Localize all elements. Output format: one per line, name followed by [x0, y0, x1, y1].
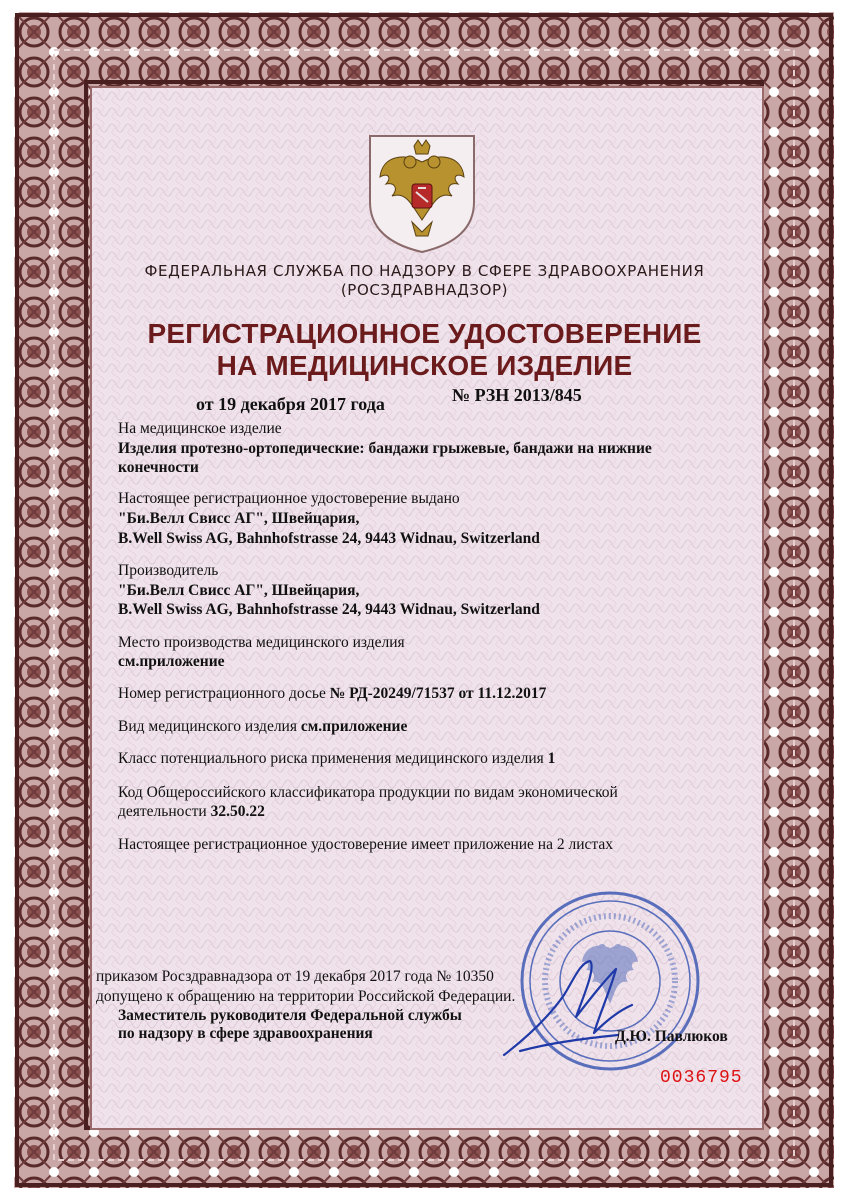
handwritten-signature	[500, 955, 640, 1065]
agency-abbreviation: (РОСЗДРАВНАДЗОР)	[340, 281, 509, 299]
order-line1: приказом Росздравнадзора от 19 декабря 2017 года № 10350	[96, 968, 494, 985]
issued-company-address: B.Well Swiss AG, Bahnhofstrasse 24, 9443 Widnau, Switzerland	[118, 530, 540, 547]
risk-class-value: 1	[547, 750, 556, 767]
order-line2: допущено к обращению на территории Российской Федерации.	[96, 988, 516, 1005]
document-title-line1: РЕГИСТРАЦИОННОЕ УДОСТОВЕРЕНИЕ	[147, 318, 702, 349]
device-name-line1: Изделия протезно-ортопедические: бандажи грыжевые, бандажи на нижние	[118, 440, 652, 457]
okp-row	[118, 803, 265, 821]
signatory-position-line2: по надзору в сфере здравоохранения	[118, 1025, 373, 1042]
manufacturer-label: Производитель	[118, 562, 219, 579]
issue-date: от 19 декабря 2017 года	[196, 394, 385, 414]
device-type-label: Вид медицинского изделия	[118, 718, 297, 735]
manufacturer-address: B.Well Swiss AG, Bahnhofstrasse 24, 9443 Widnau, Switzerland	[118, 601, 540, 618]
dossier-row	[118, 685, 546, 703]
okp-code: 32.50.22	[210, 803, 265, 820]
coat-of-arms-icon	[362, 132, 482, 254]
signatory-name: Д.Ю. Павлюков	[615, 1028, 728, 1045]
device-type-row	[118, 718, 407, 736]
issued-company-ru: "Би.Велл Свисс АГ", Швейцария,	[118, 510, 360, 527]
production-place-label: Место производства медицинского изделия	[118, 634, 405, 651]
device-type-value: см.приложение	[300, 718, 408, 735]
serial-number: 0036795	[660, 1068, 743, 1088]
issued-label: Настоящее регистрационное удостоверение выдано	[118, 490, 460, 507]
device-name-line2: конечности	[118, 459, 199, 476]
risk-class-row	[118, 750, 555, 768]
signatory-position-line1: Заместитель руководителя Федеральной службы	[118, 1007, 462, 1024]
risk-class-label: Класс потенциального риска применения медицинского изделия	[118, 750, 544, 767]
dossier-label: Номер регистрационного досье	[118, 685, 326, 702]
device-label: На медицинское изделие	[118, 420, 282, 437]
okp-label-line1: Код Общероссийского классификатора продукции по видам экономической	[118, 784, 618, 801]
production-place-value: см.приложение	[118, 653, 225, 670]
registration-number: № РЗН 2013/845	[452, 385, 582, 405]
okp-label-line2: деятельности	[118, 803, 207, 820]
agency-name: ФЕДЕРАЛЬНАЯ СЛУЖБА ПО НАДЗОРУ В СФЕРЕ ЗДРАВООХРАНЕНИЯ	[144, 262, 705, 280]
appendix-note: Настоящее регистрационное удостоверение имеет приложение на 2 листах	[118, 836, 613, 853]
document-title-line2: НА МЕДИЦИНСКОЕ ИЗДЕЛИЕ	[216, 350, 633, 381]
dossier-number: № РД-20249/71537 от 11.12.2017	[329, 685, 547, 702]
manufacturer-company-ru: "Би.Велл Свисс АГ", Швейцария,	[118, 582, 360, 599]
